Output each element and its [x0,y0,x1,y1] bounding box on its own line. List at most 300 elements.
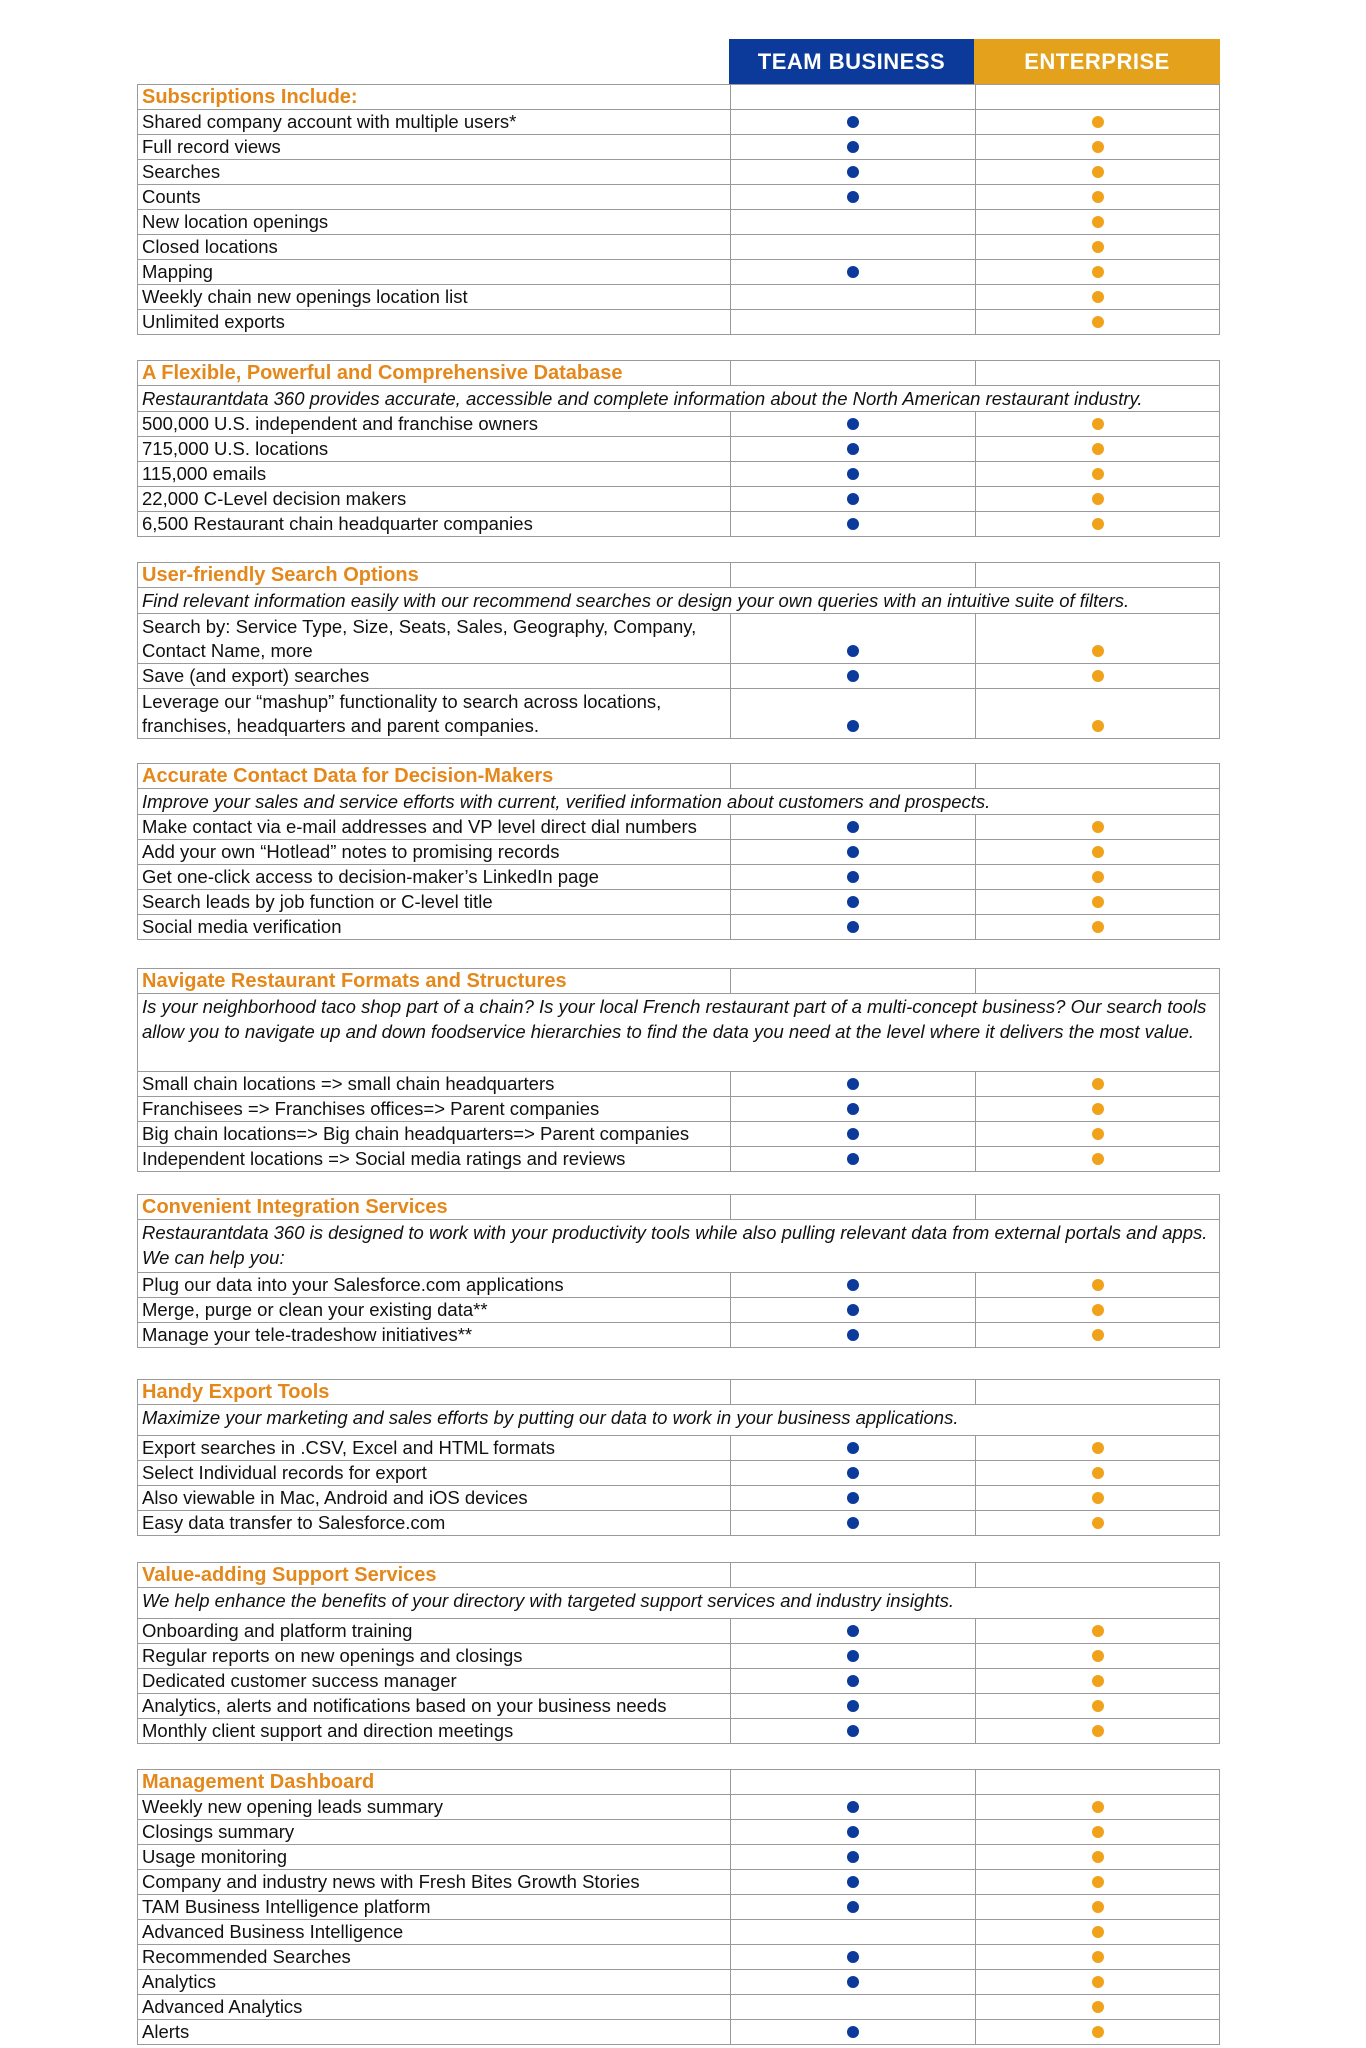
enterprise-included-dot-icon [1092,1951,1104,1963]
enterprise-included-dot-icon [1092,1700,1104,1712]
enterprise-cell [975,614,1219,663]
section-title: Management Dashboard [142,1771,375,1793]
feature-label: Add your own “Hotlead” notes to promising records [142,841,560,862]
enterprise-included-dot-icon [1092,1725,1104,1737]
feature-label: Alerts [142,2021,190,2042]
team-cell [730,969,975,993]
enterprise-cell [975,260,1219,284]
enterprise-cell [975,1147,1219,1171]
feature-row [138,185,1219,210]
feature-label: Merge, purge or clean your existing data** [142,1299,488,1320]
feature-row [138,462,1219,487]
section-intro: We help enhance the benefits of your directory with targeted support services and industry insights. [142,1590,955,1611]
team-business-included-dot-icon [847,1078,859,1090]
feature-row [138,1845,1219,1870]
team-business-included-dot-icon [847,191,859,203]
team-business-cell [730,1273,975,1297]
enterprise-included-dot-icon [1092,468,1104,480]
feature-label: Analytics [142,1971,217,1992]
team-business-cell [730,260,975,284]
team-business-cell [730,1147,975,1171]
section-intro: Maximize your marketing and sales efforts by putting our data to work in your business applications. [142,1407,959,1428]
feature-label: Make contact via e-mail addresses and VP level direct dial numbers [142,816,697,837]
feature-row [138,915,1219,940]
team-business-included-dot-icon [847,1517,859,1529]
enterprise-included-dot-icon [1092,316,1104,328]
enterprise-cell [975,1945,1219,1969]
enterprise-included-dot-icon [1092,1675,1104,1687]
team-business-included-dot-icon [847,1492,859,1504]
column-header-enterprise: ENTERPRISE [974,39,1220,84]
team-business-included-dot-icon [847,1700,859,1712]
feature-label: Get one-click access to decision-maker’s LinkedIn page [142,866,599,887]
feature-label: Analytics, alerts and notifications based on your business needs [142,1695,667,1716]
enterprise-cell [975,1920,1219,1944]
enterprise-cell [975,285,1219,309]
feature-row [138,437,1219,462]
team-business-cell [730,865,975,889]
team-business-included-dot-icon [847,921,859,933]
enterprise-included-dot-icon [1092,266,1104,278]
team-business-included-dot-icon [847,443,859,455]
section-title: Navigate Restaurant Formats and Structures [142,970,567,992]
team-cell [730,764,975,788]
enterprise-cell [975,840,1219,864]
feature-row [138,1795,1219,1820]
team-business-included-dot-icon [847,1801,859,1813]
team-business-included-dot-icon [847,1976,859,1988]
team-business-included-dot-icon [847,266,859,278]
feature-row [138,2020,1219,2045]
enterprise-included-dot-icon [1092,418,1104,430]
feature-row [138,689,1219,739]
feature-row [138,1072,1219,1097]
enterprise-cell [975,1694,1219,1718]
feature-label: Easy data transfer to Salesforce.com [142,1512,446,1533]
feature-row [138,1995,1219,2020]
feature-label: Company and industry news with Fresh Bites Growth Stories [142,1871,640,1892]
team-business-included-dot-icon [847,1279,859,1291]
feature-label: Save (and export) searches [142,665,370,686]
feature-label: Leverage our “mashup” functionality to search across locations, franchises, headquarters and parent companies. [142,691,662,736]
team-business-included-dot-icon [847,1467,859,1479]
enterprise-cell [975,1273,1219,1297]
team-business-cell [730,310,975,334]
enterprise-included-dot-icon [1092,1625,1104,1637]
enterprise-included-dot-icon [1092,1976,1104,1988]
feature-row [138,1461,1219,1486]
team-business-included-dot-icon [847,1851,859,1863]
feature-label: Closed locations [142,236,278,257]
feature-row [138,1298,1219,1323]
team-business-included-dot-icon [847,720,859,732]
enterprise-cell [975,85,1219,109]
feature-label: 115,000 emails [142,463,267,484]
team-cell [730,1563,975,1587]
feature-row [138,614,1219,664]
enterprise-included-dot-icon [1092,493,1104,505]
feature-row [138,210,1219,235]
team-business-cell [730,1845,975,1869]
team-business-included-dot-icon [847,871,859,883]
section-title: Subscriptions Include: [142,86,358,108]
enterprise-included-dot-icon [1092,896,1104,908]
enterprise-cell [975,1870,1219,1894]
enterprise-included-dot-icon [1092,166,1104,178]
team-business-cell [730,1486,975,1510]
team-business-included-dot-icon [847,468,859,480]
team-business-included-dot-icon [847,1128,859,1140]
feature-label: Unlimited exports [142,311,285,332]
enterprise-cell [975,310,1219,334]
feature-row [138,1122,1219,1147]
feature-row [138,260,1219,285]
feature-row [138,1511,1219,1536]
team-business-cell [730,285,975,309]
team-business-included-dot-icon [847,166,859,178]
team-business-cell [730,614,975,663]
enterprise-included-dot-icon [1092,1128,1104,1140]
section-title: Accurate Contact Data for Decision-Makers [142,765,554,787]
feature-row [138,285,1219,310]
feature-label: 6,500 Restaurant chain headquarter companies [142,513,533,534]
feature-row [138,1097,1219,1122]
enterprise-included-dot-icon [1092,1801,1104,1813]
feature-label: 22,000 C-Level decision makers [142,488,407,509]
feature-label: Advanced Analytics [142,1996,303,2017]
section-title: Convenient Integration Services [142,1196,448,1218]
enterprise-included-dot-icon [1092,2001,1104,2013]
team-business-cell [730,512,975,536]
feature-row [138,235,1219,260]
feature-label: Recommended Searches [142,1946,351,1967]
feature-row [138,487,1219,512]
enterprise-cell [975,1795,1219,1819]
enterprise-cell [975,135,1219,159]
enterprise-included-dot-icon [1092,1153,1104,1165]
team-business-cell [730,1920,975,1944]
section-title: A Flexible, Powerful and Comprehensive Database [142,362,623,384]
team-business-cell [730,840,975,864]
team-business-cell [730,160,975,184]
enterprise-cell [975,1461,1219,1485]
enterprise-included-dot-icon [1092,846,1104,858]
feature-row [138,1486,1219,1511]
feature-label: Weekly new opening leads summary [142,1796,443,1817]
enterprise-cell [975,1072,1219,1096]
enterprise-cell [975,664,1219,688]
feature-section [137,360,1220,537]
enterprise-included-dot-icon [1092,2026,1104,2038]
team-business-included-dot-icon [847,896,859,908]
feature-label: Counts [142,186,201,207]
feature-label: Regular reports on new openings and closings [142,1645,523,1666]
team-business-cell [730,1795,975,1819]
team-business-cell [730,462,975,486]
feature-label: 500,000 U.S. independent and franchise owners [142,413,538,434]
feature-row [138,1273,1219,1298]
team-business-cell [730,1122,975,1146]
feature-label: Monthly client support and direction meetings [142,1720,514,1741]
enterprise-included-dot-icon [1092,1467,1104,1479]
team-business-cell [730,235,975,259]
enterprise-included-dot-icon [1092,1901,1104,1913]
feature-label: 715,000 U.S. locations [142,438,329,459]
enterprise-included-dot-icon [1092,518,1104,530]
feature-label: Search leads by job function or C-level title [142,891,493,912]
enterprise-included-dot-icon [1092,1103,1104,1115]
team-business-cell [730,1694,975,1718]
feature-row [138,1644,1219,1669]
enterprise-included-dot-icon [1092,1279,1104,1291]
enterprise-included-dot-icon [1092,141,1104,153]
enterprise-cell [975,512,1219,536]
enterprise-included-dot-icon [1092,1517,1104,1529]
team-business-cell [730,915,975,939]
enterprise-cell [975,487,1219,511]
feature-label: Weekly chain new openings location list [142,286,468,307]
team-business-cell [730,664,975,688]
feature-section [137,1194,1220,1348]
section-intro: Improve your sales and service efforts with current, verified information about customers and prospects. [142,791,991,812]
team-business-cell [730,1970,975,1994]
feature-row [138,1945,1219,1970]
enterprise-included-dot-icon [1092,116,1104,128]
team-business-included-dot-icon [847,1951,859,1963]
enterprise-cell [975,1669,1219,1693]
team-business-included-dot-icon [847,1826,859,1838]
team-business-cell [730,210,975,234]
enterprise-cell [975,437,1219,461]
enterprise-included-dot-icon [1092,1926,1104,1938]
enterprise-cell [975,160,1219,184]
enterprise-cell [975,1895,1219,1919]
team-business-cell [730,1870,975,1894]
enterprise-cell [975,1298,1219,1322]
enterprise-included-dot-icon [1092,291,1104,303]
team-business-included-dot-icon [847,418,859,430]
enterprise-cell [975,1195,1219,1219]
feature-section [137,968,1220,1172]
team-cell [730,1770,975,1794]
feature-row [138,512,1219,537]
enterprise-cell [975,1097,1219,1121]
section-intro: Restaurantdata 360 is designed to work with your productivity tools while also pulling relevant data from external portals and apps. We can help you: [142,1222,1208,1268]
team-business-cell [730,2020,975,2044]
enterprise-included-dot-icon [1092,1442,1104,1454]
enterprise-included-dot-icon [1092,871,1104,883]
team-business-cell [730,1511,975,1535]
feature-label: Plug our data into your Salesforce.com applications [142,1274,564,1295]
feature-row [138,412,1219,437]
team-business-included-dot-icon [847,1304,859,1316]
team-business-included-dot-icon [847,645,859,657]
team-business-cell [730,890,975,914]
enterprise-included-dot-icon [1092,191,1104,203]
section-title: User-friendly Search Options [142,564,419,586]
enterprise-cell [975,185,1219,209]
team-business-cell [730,1436,975,1460]
enterprise-included-dot-icon [1092,670,1104,682]
feature-label: Select Individual records for export [142,1462,427,1483]
team-business-included-dot-icon [847,1675,859,1687]
feature-row [138,1970,1219,1995]
team-business-cell [730,1298,975,1322]
enterprise-cell [975,462,1219,486]
feature-row [138,160,1219,185]
team-business-cell [730,1995,975,2019]
feature-label: Also viewable in Mac, Android and iOS devices [142,1487,528,1508]
enterprise-included-dot-icon [1092,1650,1104,1662]
team-cell [730,563,975,587]
enterprise-included-dot-icon [1092,443,1104,455]
team-business-cell [730,135,975,159]
team-cell [730,1195,975,1219]
team-business-included-dot-icon [847,2026,859,2038]
feature-row [138,1870,1219,1895]
section-title: Value-adding Support Services [142,1564,437,1586]
feature-row [138,1719,1219,1744]
feature-row [138,815,1219,840]
feature-label: Small chain locations => small chain headquarters [142,1073,555,1094]
team-business-included-dot-icon [847,821,859,833]
feature-row [138,1323,1219,1348]
feature-row [138,1436,1219,1461]
team-business-cell [730,1323,975,1347]
feature-label: Usage monitoring [142,1846,287,1867]
enterprise-cell [975,915,1219,939]
team-business-included-dot-icon [847,1725,859,1737]
feature-row [138,310,1219,335]
feature-row [138,1619,1219,1644]
enterprise-cell [975,815,1219,839]
feature-label: Social media verification [142,916,342,937]
enterprise-included-dot-icon [1092,720,1104,732]
enterprise-cell [975,1820,1219,1844]
feature-label: Advanced Business Intelligence [142,1921,404,1942]
feature-label: Closings summary [142,1821,295,1842]
team-business-cell [730,1461,975,1485]
feature-label: Big chain locations=> Big chain headquarters=> Parent companies [142,1123,690,1144]
feature-label: Franchisees => Franchises offices=> Parent companies [142,1098,600,1119]
enterprise-cell [975,689,1219,738]
enterprise-cell [975,1770,1219,1794]
enterprise-cell [975,210,1219,234]
team-business-included-dot-icon [847,1442,859,1454]
team-business-included-dot-icon [847,670,859,682]
feature-section [137,763,1220,940]
enterprise-cell [975,2020,1219,2044]
team-business-cell [730,1719,975,1743]
feature-label: Mapping [142,261,213,282]
enterprise-cell [975,412,1219,436]
enterprise-cell [975,563,1219,587]
team-cell [730,361,975,385]
enterprise-included-dot-icon [1092,1492,1104,1504]
feature-section [137,84,1220,335]
section-intro: Restaurantdata 360 provides accurate, accessible and complete information about the North American restaurant industry. [142,388,1143,409]
enterprise-included-dot-icon [1092,1851,1104,1863]
team-business-included-dot-icon [847,1650,859,1662]
team-business-cell [730,815,975,839]
enterprise-cell [975,1644,1219,1668]
feature-label: Independent locations => Social media ratings and reviews [142,1148,626,1169]
feature-row [138,135,1219,160]
team-business-included-dot-icon [847,1625,859,1637]
team-business-cell [730,1820,975,1844]
team-business-cell [730,487,975,511]
feature-section [137,1379,1220,1536]
feature-label: Search by: Service Type, Size, Seats, Sales, Geography, Company, Contact Name, more [142,616,697,661]
enterprise-cell [975,1511,1219,1535]
enterprise-cell [975,361,1219,385]
feature-section [137,1562,1220,1744]
team-business-cell [730,1669,975,1693]
feature-section [137,562,1220,739]
enterprise-included-dot-icon [1092,1329,1104,1341]
enterprise-cell [975,1436,1219,1460]
enterprise-cell [975,764,1219,788]
team-business-included-dot-icon [847,1901,859,1913]
enterprise-included-dot-icon [1092,216,1104,228]
team-business-included-dot-icon [847,1153,859,1165]
enterprise-cell [975,235,1219,259]
feature-row [138,840,1219,865]
feature-row [138,1895,1219,1920]
team-business-cell [730,1895,975,1919]
section-intro: Find relevant information easily with our recommend searches or design your own queries with an intuitive suite of filters. [142,590,1130,611]
enterprise-cell [975,1995,1219,2019]
team-business-included-dot-icon [847,493,859,505]
feature-section [137,1769,1220,2045]
enterprise-included-dot-icon [1092,645,1104,657]
enterprise-cell [975,969,1219,993]
feature-row [138,110,1219,135]
enterprise-included-dot-icon [1092,1826,1104,1838]
enterprise-included-dot-icon [1092,1876,1104,1888]
team-business-cell [730,1097,975,1121]
enterprise-cell [975,1619,1219,1643]
feature-row [138,1694,1219,1719]
feature-label: Full record views [142,136,281,157]
team-business-cell [730,1619,975,1643]
team-business-cell [730,185,975,209]
feature-row [138,1147,1219,1172]
enterprise-cell [975,1323,1219,1347]
team-business-included-dot-icon [847,1876,859,1888]
feature-row [138,865,1219,890]
enterprise-included-dot-icon [1092,921,1104,933]
feature-label: Onboarding and platform training [142,1620,413,1641]
feature-label: Shared company account with multiple users* [142,111,517,132]
section-title: Handy Export Tools [142,1381,330,1403]
team-business-cell [730,1072,975,1096]
feature-label: Export searches in .CSV, Excel and HTML formats [142,1437,555,1458]
feature-row [138,1820,1219,1845]
enterprise-cell [975,1719,1219,1743]
team-cell [730,1380,975,1404]
enterprise-cell [975,1122,1219,1146]
enterprise-included-dot-icon [1092,1304,1104,1316]
enterprise-cell [975,1380,1219,1404]
feature-row [138,1920,1219,1945]
feature-label: TAM Business Intelligence platform [142,1896,431,1917]
feature-label: Manage your tele-tradeshow initiatives** [142,1324,473,1345]
enterprise-cell [975,1970,1219,1994]
team-business-included-dot-icon [847,1103,859,1115]
enterprise-cell [975,890,1219,914]
team-business-cell [730,437,975,461]
